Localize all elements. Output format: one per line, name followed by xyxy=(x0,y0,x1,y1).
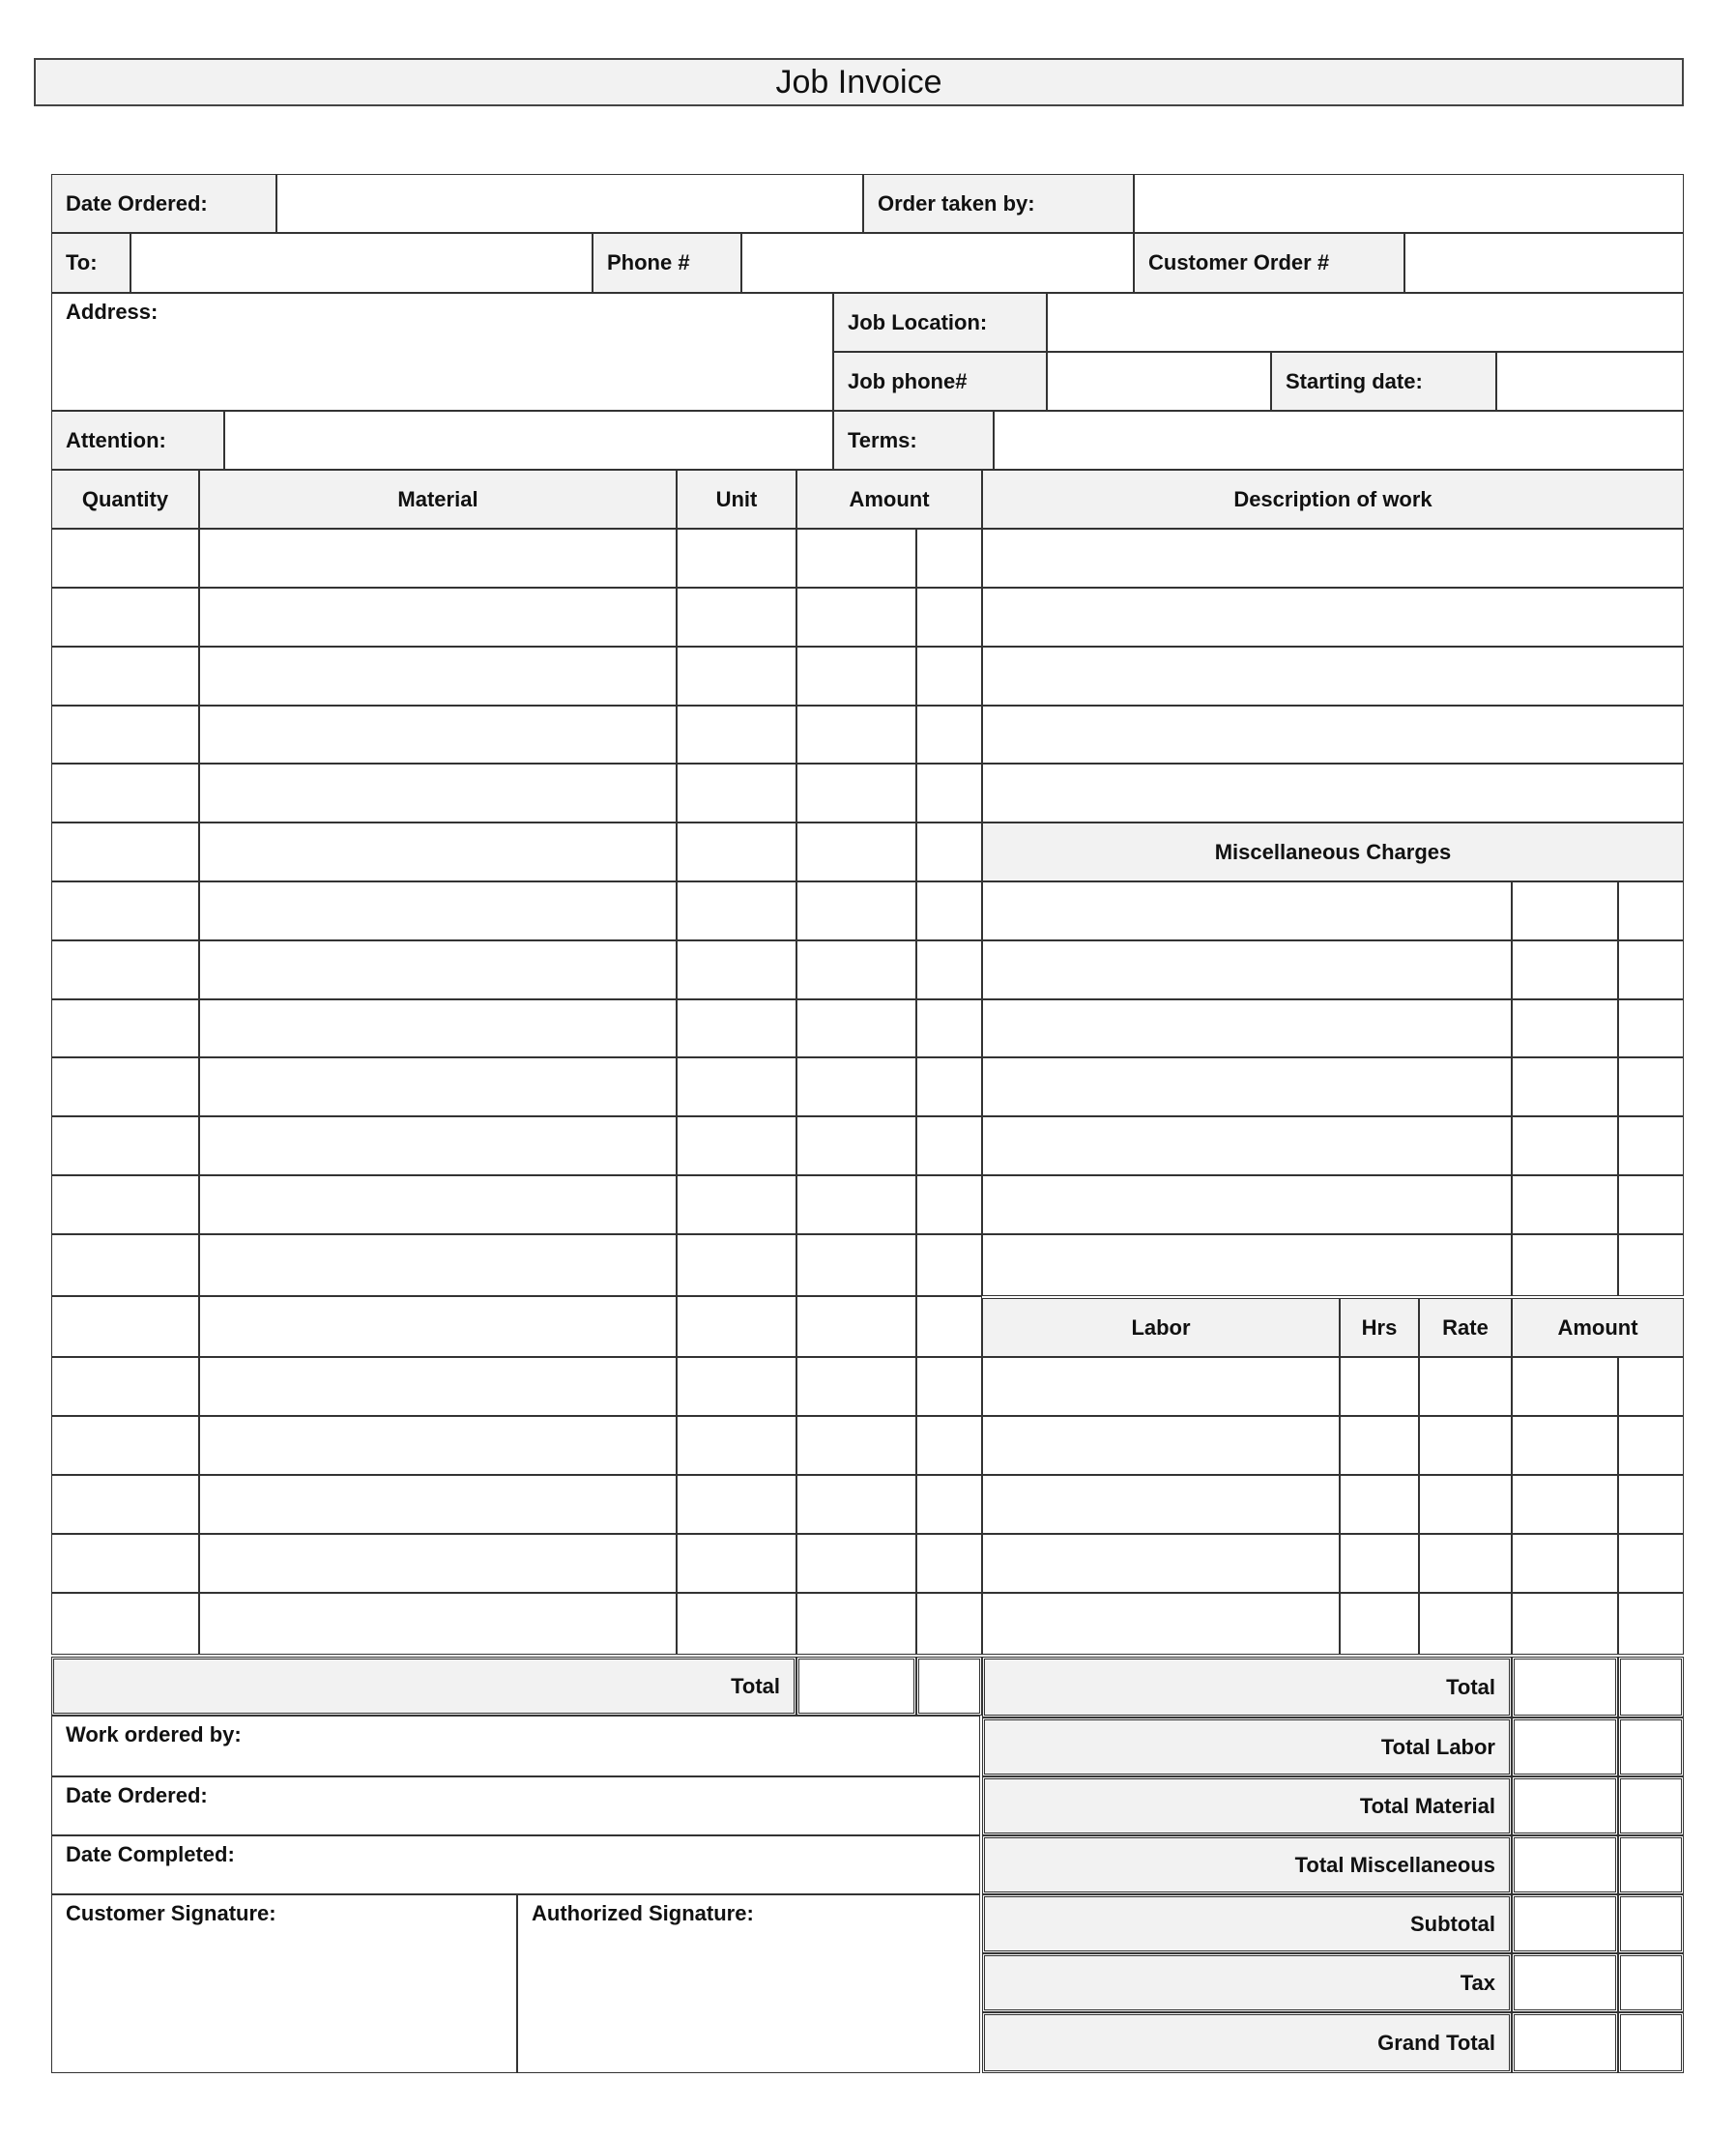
misc-description-cell[interactable] xyxy=(982,1175,1512,1234)
summary-grand-total-cents[interactable] xyxy=(1618,2012,1684,2073)
summary-total-material-label xyxy=(982,1776,1512,1835)
material-row-cell[interactable] xyxy=(916,647,982,706)
material-row-cell[interactable] xyxy=(677,1175,796,1234)
labor-row-cell[interactable] xyxy=(1340,1416,1419,1475)
material-row-cell[interactable] xyxy=(916,999,982,1057)
material-row-cell[interactable] xyxy=(51,588,199,647)
col-amount xyxy=(796,470,982,529)
labor-row-cell[interactable] xyxy=(1618,1357,1684,1416)
summary-subtotal-label-label: Subtotal xyxy=(1410,1911,1495,1936)
material-row-cell[interactable] xyxy=(51,1534,199,1593)
phone-label-label: Phone # xyxy=(607,250,690,274)
material-row-cell[interactable] xyxy=(199,1416,677,1475)
material-row-cell[interactable] xyxy=(677,588,796,647)
material-row-cell[interactable] xyxy=(677,1534,796,1593)
summary-grand-total-label-label: Grand Total xyxy=(1377,2030,1495,2055)
misc-cents-cell[interactable] xyxy=(1618,1175,1684,1234)
authorized-signature-field-label: Authorized Signature: xyxy=(532,1901,754,1925)
col-labor-amount xyxy=(1512,1298,1684,1357)
material-row-cell[interactable] xyxy=(677,1116,796,1175)
material-row-cell[interactable] xyxy=(199,1296,677,1357)
col-unit-label: Unit xyxy=(715,486,758,511)
attention-input[interactable] xyxy=(224,411,833,470)
material-row-cell[interactable] xyxy=(199,1116,677,1175)
material-row-cell[interactable] xyxy=(796,706,916,764)
material-row-cell[interactable] xyxy=(51,1416,199,1475)
material-row-cell[interactable] xyxy=(796,1416,916,1475)
summary-total-cents[interactable] xyxy=(1618,1657,1684,1717)
material-row-cell[interactable] xyxy=(677,647,796,706)
misc-cents-cell[interactable] xyxy=(1618,940,1684,999)
job-location-label xyxy=(833,293,1047,352)
material-row-cell[interactable] xyxy=(51,1593,199,1655)
labor-row-cell[interactable] xyxy=(1419,1475,1512,1534)
material-row-cell[interactable] xyxy=(677,1357,796,1416)
material-row-cell[interactable] xyxy=(916,1416,982,1475)
material-row-cell[interactable] xyxy=(796,999,916,1057)
summary-grand-total-label xyxy=(982,2012,1512,2073)
phone-label xyxy=(593,233,741,293)
summary-total-label-label: Total xyxy=(1446,1674,1495,1699)
labor-row-cell[interactable] xyxy=(1618,1475,1684,1534)
labor-row-cell[interactable] xyxy=(1419,1416,1512,1475)
labor-row-cell[interactable] xyxy=(1512,1475,1618,1534)
address-field[interactable] xyxy=(51,293,833,411)
job-location-label-label: Job Location: xyxy=(848,309,988,334)
labor-row-cell[interactable] xyxy=(982,1534,1340,1593)
summary-total-labor-value[interactable] xyxy=(1512,1717,1618,1776)
summary-tax-cents[interactable] xyxy=(1618,1953,1684,2012)
summary-tax-label xyxy=(982,1953,1512,2012)
to-label xyxy=(51,233,130,293)
labor-row-cell[interactable] xyxy=(1618,1593,1684,1655)
col-labor-amount-label: Amount xyxy=(1557,1314,1638,1340)
labor-row-cell[interactable] xyxy=(1512,1534,1618,1593)
misc-amount-cell[interactable] xyxy=(1512,1116,1618,1175)
labor-row-cell[interactable] xyxy=(1512,1416,1618,1475)
summary-subtotal-value[interactable] xyxy=(1512,1894,1618,1953)
terms-label-label: Terms: xyxy=(848,427,917,452)
address-field-label: Address: xyxy=(66,300,159,324)
col-rate-label: Rate xyxy=(1442,1314,1489,1340)
material-row-cell[interactable] xyxy=(677,1416,796,1475)
misc-cents-cell[interactable] xyxy=(1618,881,1684,940)
order-taken-by-label xyxy=(863,174,1134,233)
material-row-cell[interactable] xyxy=(916,706,982,764)
material-row-cell[interactable] xyxy=(677,1057,796,1116)
phone-input[interactable] xyxy=(741,233,1134,293)
order-taken-by-input[interactable] xyxy=(1134,174,1684,233)
materials-total-label-label: Total xyxy=(731,1673,780,1698)
material-row-cell[interactable] xyxy=(796,1475,916,1534)
material-row-cell[interactable] xyxy=(51,647,199,706)
summary-total-material-label-label: Total Material xyxy=(1359,1793,1495,1818)
material-row-cell[interactable] xyxy=(199,1475,677,1534)
material-row-cell[interactable] xyxy=(677,881,796,940)
material-row-cell[interactable] xyxy=(916,764,982,823)
misc-cents-cell[interactable] xyxy=(1618,1234,1684,1296)
customer-order-label-label: Customer Order # xyxy=(1148,250,1330,274)
labor-row-cell[interactable] xyxy=(982,1593,1340,1655)
labor-row-cell[interactable] xyxy=(982,1357,1340,1416)
col-quantity xyxy=(51,470,199,529)
material-row-cell[interactable] xyxy=(199,706,677,764)
material-row-cell[interactable] xyxy=(199,940,677,999)
job-phone-input[interactable] xyxy=(1047,352,1271,411)
material-row-cell[interactable] xyxy=(796,764,916,823)
material-row-cell[interactable] xyxy=(677,999,796,1057)
misc-description-cell[interactable] xyxy=(982,881,1512,940)
material-row-cell[interactable] xyxy=(796,1234,916,1296)
summary-tax-label-label: Tax xyxy=(1460,1970,1495,1995)
description-header xyxy=(982,470,1684,529)
description-header-label: Description of work xyxy=(1233,486,1432,511)
material-row-cell[interactable] xyxy=(51,529,199,588)
description-line[interactable] xyxy=(982,647,1684,706)
date-ordered-label-label: Date Ordered: xyxy=(66,190,208,216)
description-line[interactable] xyxy=(982,764,1684,823)
material-row-cell[interactable] xyxy=(51,1057,199,1116)
material-row-cell[interactable] xyxy=(677,1296,796,1357)
summary-total-labor-label-label: Total Labor xyxy=(1380,1734,1495,1759)
terms-input[interactable] xyxy=(994,411,1684,470)
col-labor-label: Labor xyxy=(1131,1314,1191,1340)
materials-total-label xyxy=(51,1657,796,1716)
terms-label xyxy=(833,411,994,470)
material-row-cell[interactable] xyxy=(677,764,796,823)
material-row-cell[interactable] xyxy=(796,529,916,588)
material-row-cell[interactable] xyxy=(796,1057,916,1116)
summary-total-misc-cents[interactable] xyxy=(1618,1835,1684,1894)
misc-amount-cell[interactable] xyxy=(1512,1234,1618,1296)
misc-cents-cell[interactable] xyxy=(1618,999,1684,1057)
labor-row-cell[interactable] xyxy=(1340,1534,1419,1593)
material-row-cell[interactable] xyxy=(51,706,199,764)
material-row-cell[interactable] xyxy=(677,940,796,999)
starting-date-input[interactable] xyxy=(1496,352,1684,411)
misc-description-cell[interactable] xyxy=(982,1116,1512,1175)
summary-total-material-value[interactable] xyxy=(1512,1776,1618,1835)
col-labor xyxy=(982,1298,1340,1357)
attention-label xyxy=(51,411,224,470)
material-row-cell[interactable] xyxy=(51,764,199,823)
page-title: Job Invoice xyxy=(775,63,942,101)
material-row-cell[interactable] xyxy=(199,881,677,940)
material-row-cell[interactable] xyxy=(199,1593,677,1655)
col-material xyxy=(199,470,677,529)
material-row-cell[interactable] xyxy=(51,940,199,999)
material-row-cell[interactable] xyxy=(199,999,677,1057)
material-row-cell[interactable] xyxy=(916,823,982,881)
misc-amount-cell[interactable] xyxy=(1512,1057,1618,1116)
customer-order-input[interactable] xyxy=(1404,233,1684,293)
material-row-cell[interactable] xyxy=(51,1357,199,1416)
material-row-cell[interactable] xyxy=(51,1296,199,1357)
labor-row-cell[interactable] xyxy=(982,1475,1340,1534)
material-row-cell[interactable] xyxy=(51,881,199,940)
material-row-cell[interactable] xyxy=(677,706,796,764)
date-completed-field[interactable] xyxy=(51,1835,980,1894)
material-row-cell[interactable] xyxy=(51,823,199,881)
material-row-cell[interactable] xyxy=(677,823,796,881)
date-ordered-input[interactable] xyxy=(276,174,863,233)
material-row-cell[interactable] xyxy=(916,1234,982,1296)
col-amount-label: Amount xyxy=(849,486,930,511)
material-row-cell[interactable] xyxy=(199,1057,677,1116)
to-input[interactable] xyxy=(130,233,593,293)
labor-row-cell[interactable] xyxy=(1512,1357,1618,1416)
labor-row-cell[interactable] xyxy=(1512,1593,1618,1655)
labor-row-cell[interactable] xyxy=(1340,1593,1419,1655)
job-phone-label xyxy=(833,352,1047,411)
description-line[interactable] xyxy=(982,706,1684,764)
material-row-cell[interactable] xyxy=(51,1175,199,1234)
labor-row-cell[interactable] xyxy=(1618,1416,1684,1475)
date-ordered-label xyxy=(51,174,276,233)
material-row-cell[interactable] xyxy=(51,1234,199,1296)
material-row-cell[interactable] xyxy=(51,999,199,1057)
summary-total-labor-label xyxy=(982,1717,1512,1776)
description-line[interactable] xyxy=(982,588,1684,647)
col-unit xyxy=(677,470,796,529)
misc-amount-cell[interactable] xyxy=(1512,940,1618,999)
labor-row-cell[interactable] xyxy=(1419,1593,1512,1655)
misc-cents-cell[interactable] xyxy=(1618,1116,1684,1175)
misc-amount-cell[interactable] xyxy=(1512,1175,1618,1234)
authorized-signature-field[interactable] xyxy=(517,1894,980,2073)
misc-description-cell[interactable] xyxy=(982,1057,1512,1116)
work-ordered-by-field-label: Work ordered by: xyxy=(66,1722,242,1746)
material-row-cell[interactable] xyxy=(796,1357,916,1416)
labor-row-cell[interactable] xyxy=(1419,1534,1512,1593)
work-ordered-by-field[interactable] xyxy=(51,1716,980,1776)
material-row-cell[interactable] xyxy=(199,1534,677,1593)
summary-subtotal-label xyxy=(982,1894,1512,1953)
material-row-cell[interactable] xyxy=(916,529,982,588)
material-row-cell[interactable] xyxy=(199,1234,677,1296)
summary-total-labor-cents[interactable] xyxy=(1618,1717,1684,1776)
misc-description-cell[interactable] xyxy=(982,940,1512,999)
material-row-cell[interactable] xyxy=(796,1116,916,1175)
misc-header-label: Miscellaneous Charges xyxy=(1214,839,1452,864)
starting-date-label xyxy=(1271,352,1496,411)
footer-date-ordered-field-label: Date Ordered: xyxy=(66,1783,208,1807)
materials-total-cents[interactable] xyxy=(916,1657,982,1716)
materials-total-value[interactable] xyxy=(796,1657,916,1716)
material-row-cell[interactable] xyxy=(796,940,916,999)
material-row-cell[interactable] xyxy=(916,1475,982,1534)
material-row-cell[interactable] xyxy=(916,940,982,999)
summary-total-material-cents[interactable] xyxy=(1618,1776,1684,1835)
description-line[interactable] xyxy=(982,529,1684,588)
order-taken-by-label-label: Order taken by: xyxy=(878,190,1035,216)
summary-total-misc-label-label: Total Miscellaneous xyxy=(1294,1852,1495,1877)
material-row-cell[interactable] xyxy=(199,764,677,823)
labor-row-cell[interactable] xyxy=(982,1416,1340,1475)
material-row-cell[interactable] xyxy=(796,647,916,706)
summary-grand-total-value[interactable] xyxy=(1512,2012,1618,2073)
material-row-cell[interactable] xyxy=(199,1357,677,1416)
attention-label-label: Attention: xyxy=(66,427,166,452)
misc-amount-cell[interactable] xyxy=(1512,881,1618,940)
misc-cents-cell[interactable] xyxy=(1618,1057,1684,1116)
customer-signature-field[interactable] xyxy=(51,1894,517,2073)
summary-total-label xyxy=(982,1657,1512,1717)
col-quantity-label: Quantity xyxy=(81,486,169,511)
misc-description-cell[interactable] xyxy=(982,1234,1512,1296)
material-row-cell[interactable] xyxy=(916,1296,982,1357)
starting-date-label-label: Starting date: xyxy=(1286,368,1423,393)
material-row-cell[interactable] xyxy=(796,1296,916,1357)
material-row-cell[interactable] xyxy=(916,1175,982,1234)
customer-signature-field-label: Customer Signature: xyxy=(66,1901,276,1925)
labor-row-cell[interactable] xyxy=(1340,1475,1419,1534)
material-row-cell[interactable] xyxy=(199,529,677,588)
material-row-cell[interactable] xyxy=(199,647,677,706)
material-row-cell[interactable] xyxy=(677,1593,796,1655)
to-label-label: To: xyxy=(66,250,98,274)
material-row-cell[interactable] xyxy=(51,1116,199,1175)
material-row-cell[interactable] xyxy=(677,1234,796,1296)
material-row-cell[interactable] xyxy=(796,1175,916,1234)
material-row-cell[interactable] xyxy=(916,1593,982,1655)
job-location-input[interactable] xyxy=(1047,293,1684,352)
misc-amount-cell[interactable] xyxy=(1512,999,1618,1057)
material-row-cell[interactable] xyxy=(199,588,677,647)
material-row-cell[interactable] xyxy=(796,588,916,647)
col-hrs-label: Hrs xyxy=(1361,1314,1398,1340)
material-row-cell[interactable] xyxy=(916,1357,982,1416)
material-row-cell[interactable] xyxy=(796,1593,916,1655)
material-row-cell[interactable] xyxy=(51,1475,199,1534)
summary-tax-value[interactable] xyxy=(1512,1953,1618,2012)
misc-header xyxy=(982,823,1684,881)
material-row-cell[interactable] xyxy=(199,823,677,881)
labor-row-cell[interactable] xyxy=(1618,1534,1684,1593)
summary-total-value[interactable] xyxy=(1512,1657,1618,1717)
material-row-cell[interactable] xyxy=(199,1175,677,1234)
misc-description-cell[interactable] xyxy=(982,999,1512,1057)
col-hrs xyxy=(1340,1298,1419,1357)
col-rate xyxy=(1419,1298,1512,1357)
summary-total-misc-label xyxy=(982,1835,1512,1894)
footer-date-ordered-field[interactable] xyxy=(51,1776,980,1835)
labor-row-cell[interactable] xyxy=(1419,1357,1512,1416)
material-row-cell[interactable] xyxy=(796,823,916,881)
material-row-cell[interactable] xyxy=(916,1116,982,1175)
date-completed-field-label: Date Completed: xyxy=(66,1842,235,1866)
col-material-label: Material xyxy=(397,486,478,511)
summary-subtotal-cents[interactable] xyxy=(1618,1894,1684,1953)
summary-total-misc-value[interactable] xyxy=(1512,1835,1618,1894)
material-row-cell[interactable] xyxy=(916,1534,982,1593)
customer-order-label xyxy=(1134,233,1404,293)
job-phone-label-label: Job phone# xyxy=(848,368,968,393)
material-row-cell[interactable] xyxy=(677,529,796,588)
material-row-cell[interactable] xyxy=(916,881,982,940)
material-row-cell[interactable] xyxy=(796,881,916,940)
material-row-cell[interactable] xyxy=(677,1475,796,1534)
material-row-cell[interactable] xyxy=(916,1057,982,1116)
labor-row-cell[interactable] xyxy=(1340,1357,1419,1416)
material-row-cell[interactable] xyxy=(916,588,982,647)
material-row-cell[interactable] xyxy=(796,1534,916,1593)
